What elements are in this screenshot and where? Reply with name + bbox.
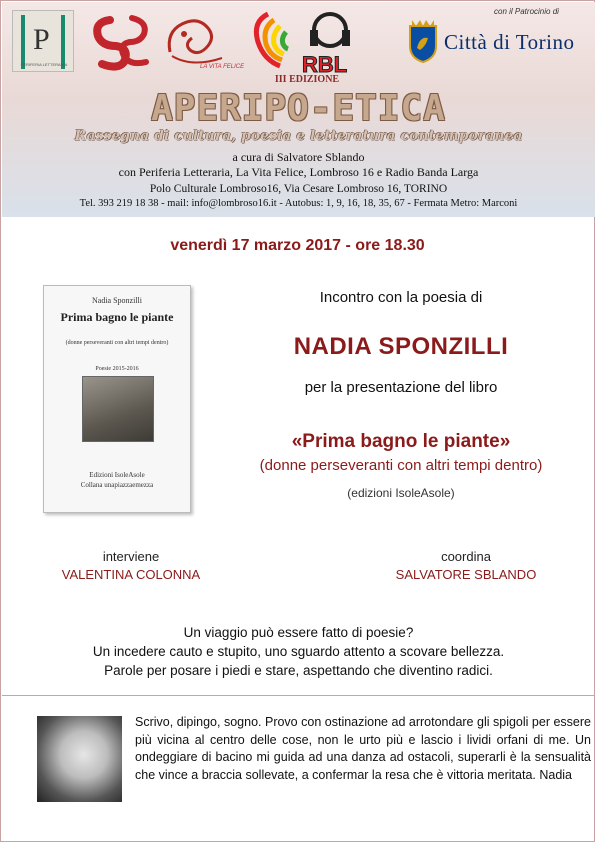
curator-line: a cura di Salvatore Sblando	[232, 150, 365, 164]
event-series-title: APERIPO-ETICA	[151, 88, 446, 129]
book-cover-years: Poesie 2015-2016	[95, 366, 139, 372]
svg-text:RBL: RBL	[302, 52, 348, 77]
book-cover-edition	[44, 470, 190, 490]
logo-letter: P	[33, 23, 50, 56]
logo-caption: PERIFERIA LETTERARIA	[20, 62, 68, 67]
book-title: «Prima bagno le piante»	[291, 431, 511, 452]
speaker-role: interviene	[102, 549, 160, 564]
radio-banda-larga-logo	[250, 8, 368, 78]
event-date: venerdì 17 marzo 2017 - ore 18.30	[170, 237, 425, 254]
quote-line: Un incedere cauto e stupito, uno sguardo attento a scovare bellezza.	[92, 644, 505, 659]
logo-bar-left	[21, 15, 25, 69]
quote-line: Un viaggio può essere fatto di poesie?	[183, 625, 414, 640]
book-subtitle: (donne perseveranti con altri tempi dentro)	[259, 457, 543, 474]
book-cover-photo	[82, 376, 154, 442]
lombroso16-logo	[90, 12, 152, 72]
patronage-label: con il Patrocinio di	[494, 7, 559, 16]
author-statement: Scrivo, dipingo, sogno. Provo con ostinazione ad arrotondare gli spigoli per essere più vicina al centro delle cose, non le urto più e lascio i lividi orfani di me. Un ondeggiare di bacino mi guida ad una danza ad ostacoli, superarli è la sensualità che vince a braccia sollevate, a confermar la resa che è vittoria meritata. Nadia	[135, 715, 591, 782]
edition-label: III EDIZIONE	[274, 74, 340, 85]
intro-text: Incontro con la poesia di	[319, 289, 483, 306]
periferia-letteraria-logo	[12, 10, 74, 72]
author-name: NADIA SPONZILLI	[293, 333, 509, 360]
citta-di-torino-label: Città di Torino	[444, 30, 575, 54]
book-cover	[43, 285, 191, 513]
book-cover-subtitle: (donne perseveranti con altri tempi dentro)	[65, 340, 169, 346]
contacts-line: Tel. 393 219 18 38 - mail: info@lombroso16.it - Autobus: 1, 9, 16, 18, 35, 67 - Fermata Metro: Marconi	[79, 198, 518, 209]
quote-block	[21, 623, 576, 680]
book-cover-publisher: Edizioni IsoleAsole	[89, 471, 145, 479]
book-cover-title: Prima bagno le piante	[60, 310, 174, 324]
presentation-text: per la presentazione del libro	[304, 379, 498, 396]
publisher-text: (edizioni IsoleAsole)	[347, 486, 455, 500]
vita-felice-caption: LA VITA FELICE	[200, 64, 245, 70]
header-banner	[2, 2, 595, 217]
moderator-name: SALVATORE SBLANDO	[395, 567, 537, 582]
speaker-name: VALENTINA COLONNA	[61, 567, 201, 582]
author-portrait	[37, 716, 122, 802]
moderator-role: coordina	[441, 549, 491, 564]
book-cover-series: Collana unapiazzaemezza	[80, 481, 154, 489]
venue-line: Polo Culturale Lombroso16, Via Cesare Lombroso 16, TORINO	[149, 183, 448, 195]
book-cover-author: Nadia Sponzilli	[92, 296, 142, 305]
event-series-subtitle: Rassegna di cultura, poesia e letteratura contemporanea	[74, 128, 523, 144]
section-divider	[2, 695, 595, 696]
logo-bar-right	[61, 15, 65, 69]
quote-line: Parole per posare i piedi e stare, aspettando che diventino radici.	[104, 663, 493, 678]
partners-line: con Periferia Letteraria, La Vita Felice, Lombroso 16 e Radio Banda Larga	[118, 165, 479, 179]
torino-crest-icon	[406, 18, 440, 64]
